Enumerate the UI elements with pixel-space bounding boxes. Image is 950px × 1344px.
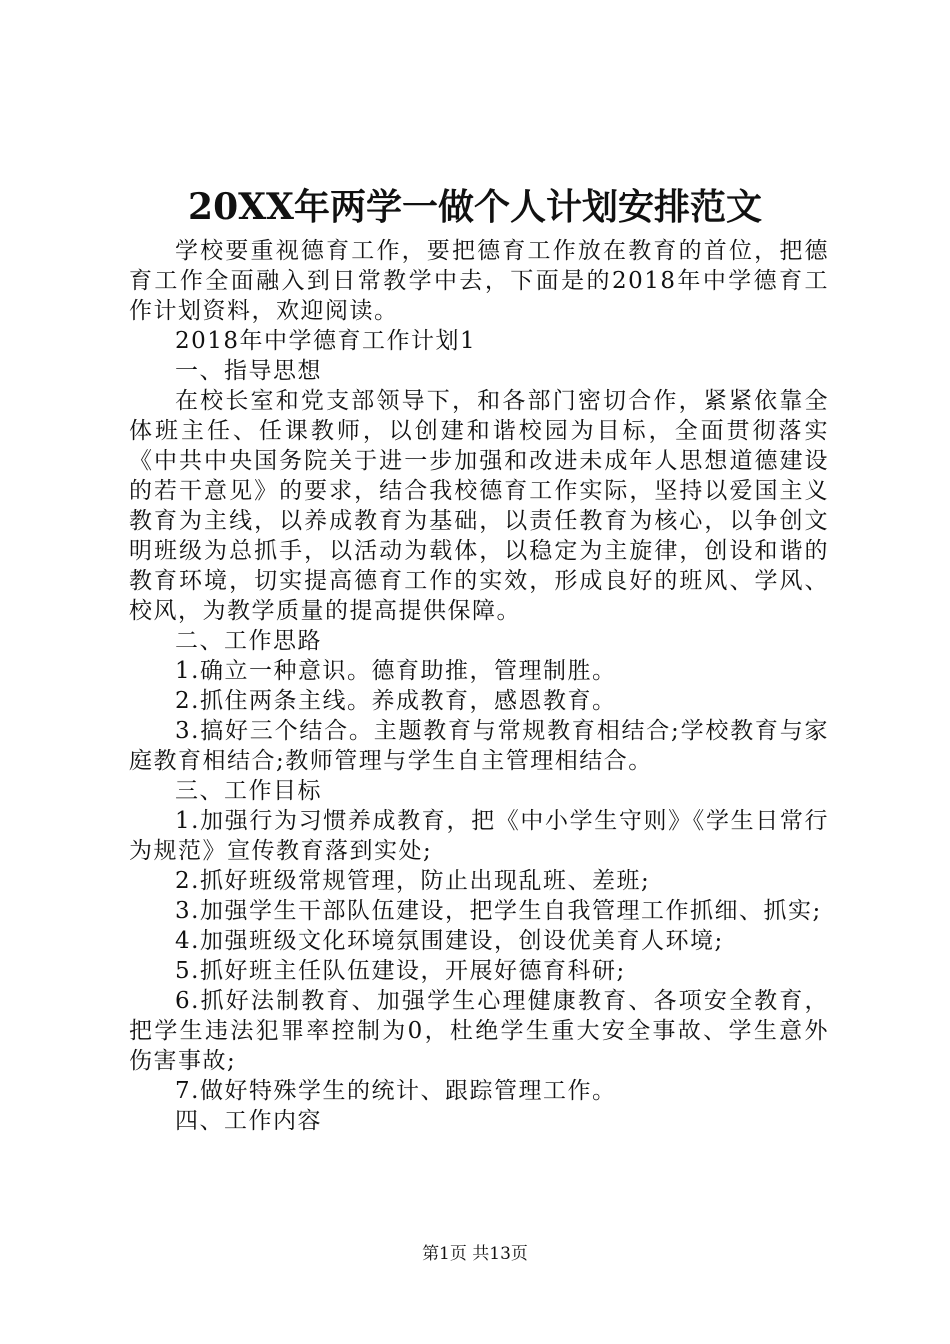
section-heading-work-ideas: 二、工作思路 — [175, 628, 322, 654]
document-title: 20XX年两学一做个人计划安排范文 — [188, 186, 762, 228]
list-item: 4.加强班级文化环境氛围建设，创设优美育人环境; — [175, 928, 724, 954]
list-item: 6.抓好法制教育、加强学生心理健康教育、各项安全教育，把学生违法犯罪率控制为0，杜绝学生重大安全事故、学生意外伤害事故; — [129, 988, 829, 1074]
list-item: 1.确立一种意识。德育助推，管理制胜。 — [175, 658, 617, 684]
list-item: 3.加强学生干部队伍建设，把学生自我管理工作抓细、抓实; — [175, 898, 822, 924]
section-heading-work-goals: 三、工作目标 — [175, 778, 322, 804]
section-heading-work-content: 四、工作内容 — [175, 1108, 322, 1134]
list-item: 2.抓好班级常规管理，防止出现乱班、差班; — [175, 868, 651, 894]
document-body — [129, 236, 829, 1136]
list-item: 3.搞好三个结合。主题教育与常规教育相结合;学校教育与家庭教育相结合;教师管理与学生自主管理相结合。 — [129, 718, 829, 774]
page-footer: 第1页 共13页 — [422, 1244, 528, 1264]
list-item: 5.抓好班主任队伍建设，开展好德育科研; — [175, 958, 626, 984]
paragraph-plan-heading: 2018年中学德育工作计划1 — [175, 328, 477, 354]
list-item: 7.做好特殊学生的统计、跟踪管理工作。 — [175, 1078, 617, 1104]
paragraph-guiding-ideology: 在校长室和党支部领导下，和各部门密切合作，紧紧依靠全体班主任、任课教师，以创建和谐校园为目标，全面贯彻落实《中共中央国务院关于进一步加强和改进未成年人思想道德建设的若干意见》的要求，结合我校德育工作实际，坚持以爱国主义教育为主线，以养成教育为基础，以责任教育为核心，以争创文明班级为总抓手，以活动为载体，以稳定为主旋律，创设和谐的教育环境，切实提高德育工作的实效，形成良好的班风、学风、校风，为教学质量的提高提供保障。 — [129, 388, 829, 624]
paragraph-intro: 学校要重视德育工作，要把德育工作放在教育的首位，把德育工作全面融入到日常教学中去，下面是的2018年中学德育工作计划资料，欢迎阅读。 — [129, 238, 829, 324]
list-item: 2.抓住两条主线。养成教育，感恩教育。 — [175, 688, 617, 714]
section-heading-guiding-ideology: 一、指导思想 — [175, 358, 322, 384]
list-item: 1.加强行为习惯养成教育，把《中小学生守则》《学生日常行为规范》宣传教育落到实处; — [129, 808, 829, 864]
